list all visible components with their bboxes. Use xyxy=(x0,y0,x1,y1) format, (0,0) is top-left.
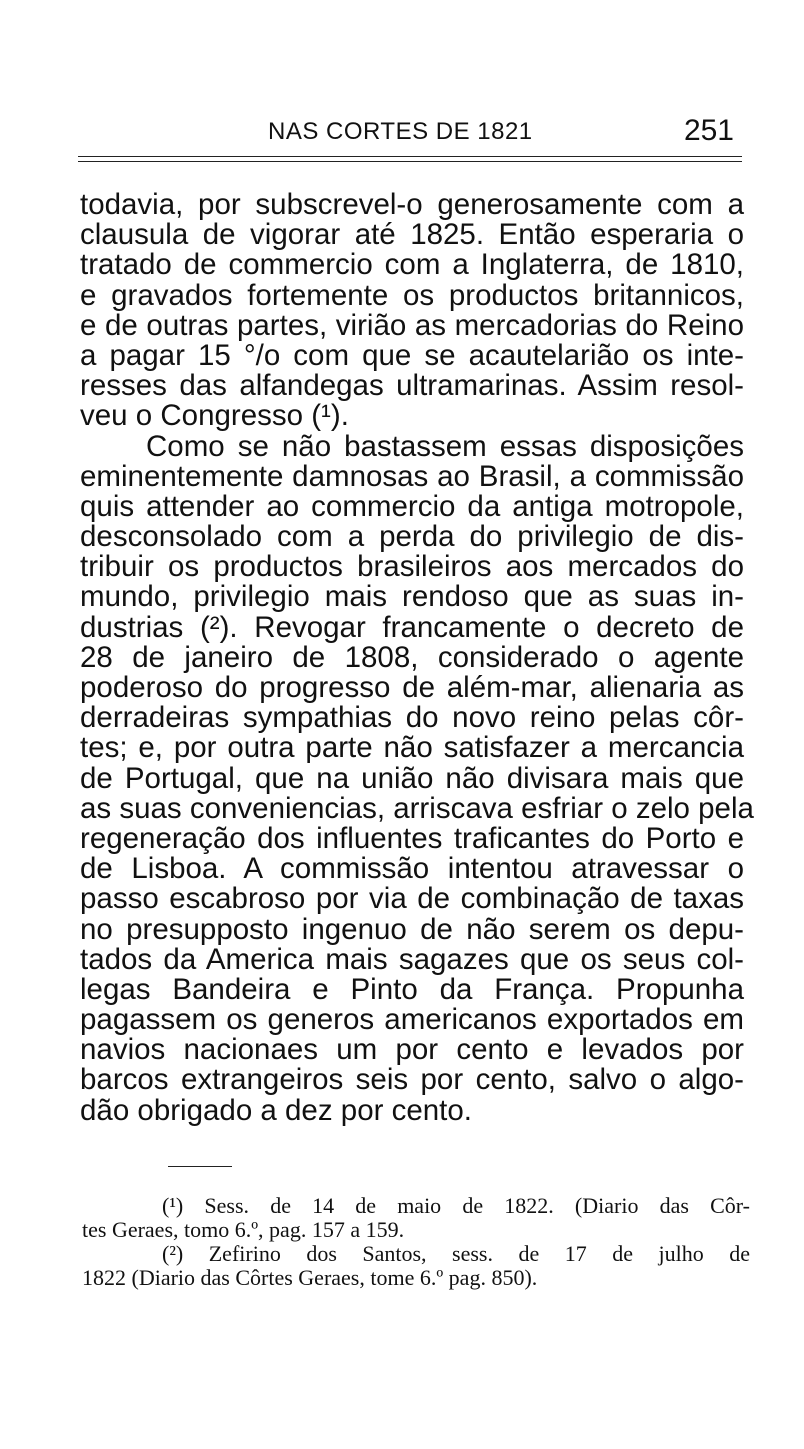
text-line: veu o Congresso (¹). xyxy=(80,399,349,433)
text-line: resses das alfandegas ultramarinas. Assim resol- xyxy=(80,369,744,403)
footnote-separator xyxy=(168,1166,232,1167)
text-line: e de outras partes, virião as mercadorias do Reino xyxy=(80,308,744,342)
text-line: no presupposto ingenuo de não serem os depu- xyxy=(80,912,744,946)
text-line: regeneração dos influentes traficantes do Porto e xyxy=(80,821,744,855)
footnote-line: (¹) Sess. de 14 de maio de 1822. (Diario das Côr- xyxy=(162,1193,750,1218)
text-line: dão obrigado a dez por cento. xyxy=(80,1093,472,1127)
text-line: tes; e, por outra parte não satisfazer a mercancia xyxy=(80,731,744,765)
text-line: a pagar 15 °/o com que se acautelarião os inte- xyxy=(80,338,744,372)
text-line: barcos extrangeiros seis por cento, salvo o algo- xyxy=(80,1063,744,1097)
text-line: 28 de janeiro de 1808, considerado o agente xyxy=(80,640,744,674)
text-line: tados da America mais sagazes que os seus col- xyxy=(80,942,744,976)
footnote-line: tes Geraes, tomo 6.º, pag. 157 a 159. xyxy=(82,1217,405,1242)
text-line: de Portugal, que na união não divisara mais que xyxy=(80,761,744,795)
footnotes xyxy=(82,1194,750,1290)
page-number: 251 xyxy=(683,114,734,147)
text-line: poderoso do progresso de além-mar, alienaria as xyxy=(80,671,744,704)
text-line: tratado de commercio com a Inglaterra, de 1810, xyxy=(80,248,744,282)
text-line: passo escabroso por via de combinação de taxas xyxy=(80,882,744,916)
text-line: as suas conveniencias, arriscava esfriar o zelo pela xyxy=(80,791,754,825)
text-line: mundo, privilegio mais rendoso que as suas in- xyxy=(80,580,744,614)
text-line: dustrias (²). Revogar francamente o decreto de xyxy=(80,610,744,644)
text-line: pagassem os generos americanos exportados em xyxy=(80,1003,744,1037)
text-line: clausula de vigorar até 1825. Então esperaria o xyxy=(80,218,744,252)
text-line: navios nacionaes um por cento e levados por xyxy=(80,1033,744,1067)
footnote-line: (²) Zefirino dos Santos, sess. de 17 de julho de xyxy=(162,1241,750,1266)
body-text xyxy=(80,188,754,1127)
running-title: NAS CORTES DE 1821 xyxy=(268,118,533,145)
header-rule-top xyxy=(78,156,742,157)
text-line: de Lisboa. A commissão intentou atravessar o xyxy=(80,852,744,886)
text-line: quis attender ao commercio da antiga motropole, xyxy=(80,489,744,523)
text-line: tribuir os productos brasileiros aos mercados do xyxy=(80,550,744,584)
text-line: derradeiras sympathias do novo reino pelas côr- xyxy=(80,701,744,735)
text-line: eminentemente damnosas ao Brasil, a commissão xyxy=(80,459,744,493)
text-line: legas Bandeira e Pinto da França. Propunha xyxy=(80,972,744,1006)
text-line: desconsolado com a perda do privilegio de dis- xyxy=(80,520,744,554)
text-line: todavia, por subscrevel-o generosamente com a xyxy=(80,188,744,221)
page-header xyxy=(78,114,740,158)
header-rule-bottom xyxy=(78,161,742,162)
footnote-line: 1822 (Diario das Côrtes Geraes, tome 6.º pag. 850). xyxy=(82,1265,538,1290)
text-line: Como se não bastassem essas disposições xyxy=(146,429,744,463)
text-line: e gravados fortemente os productos britannicos, xyxy=(80,278,744,312)
